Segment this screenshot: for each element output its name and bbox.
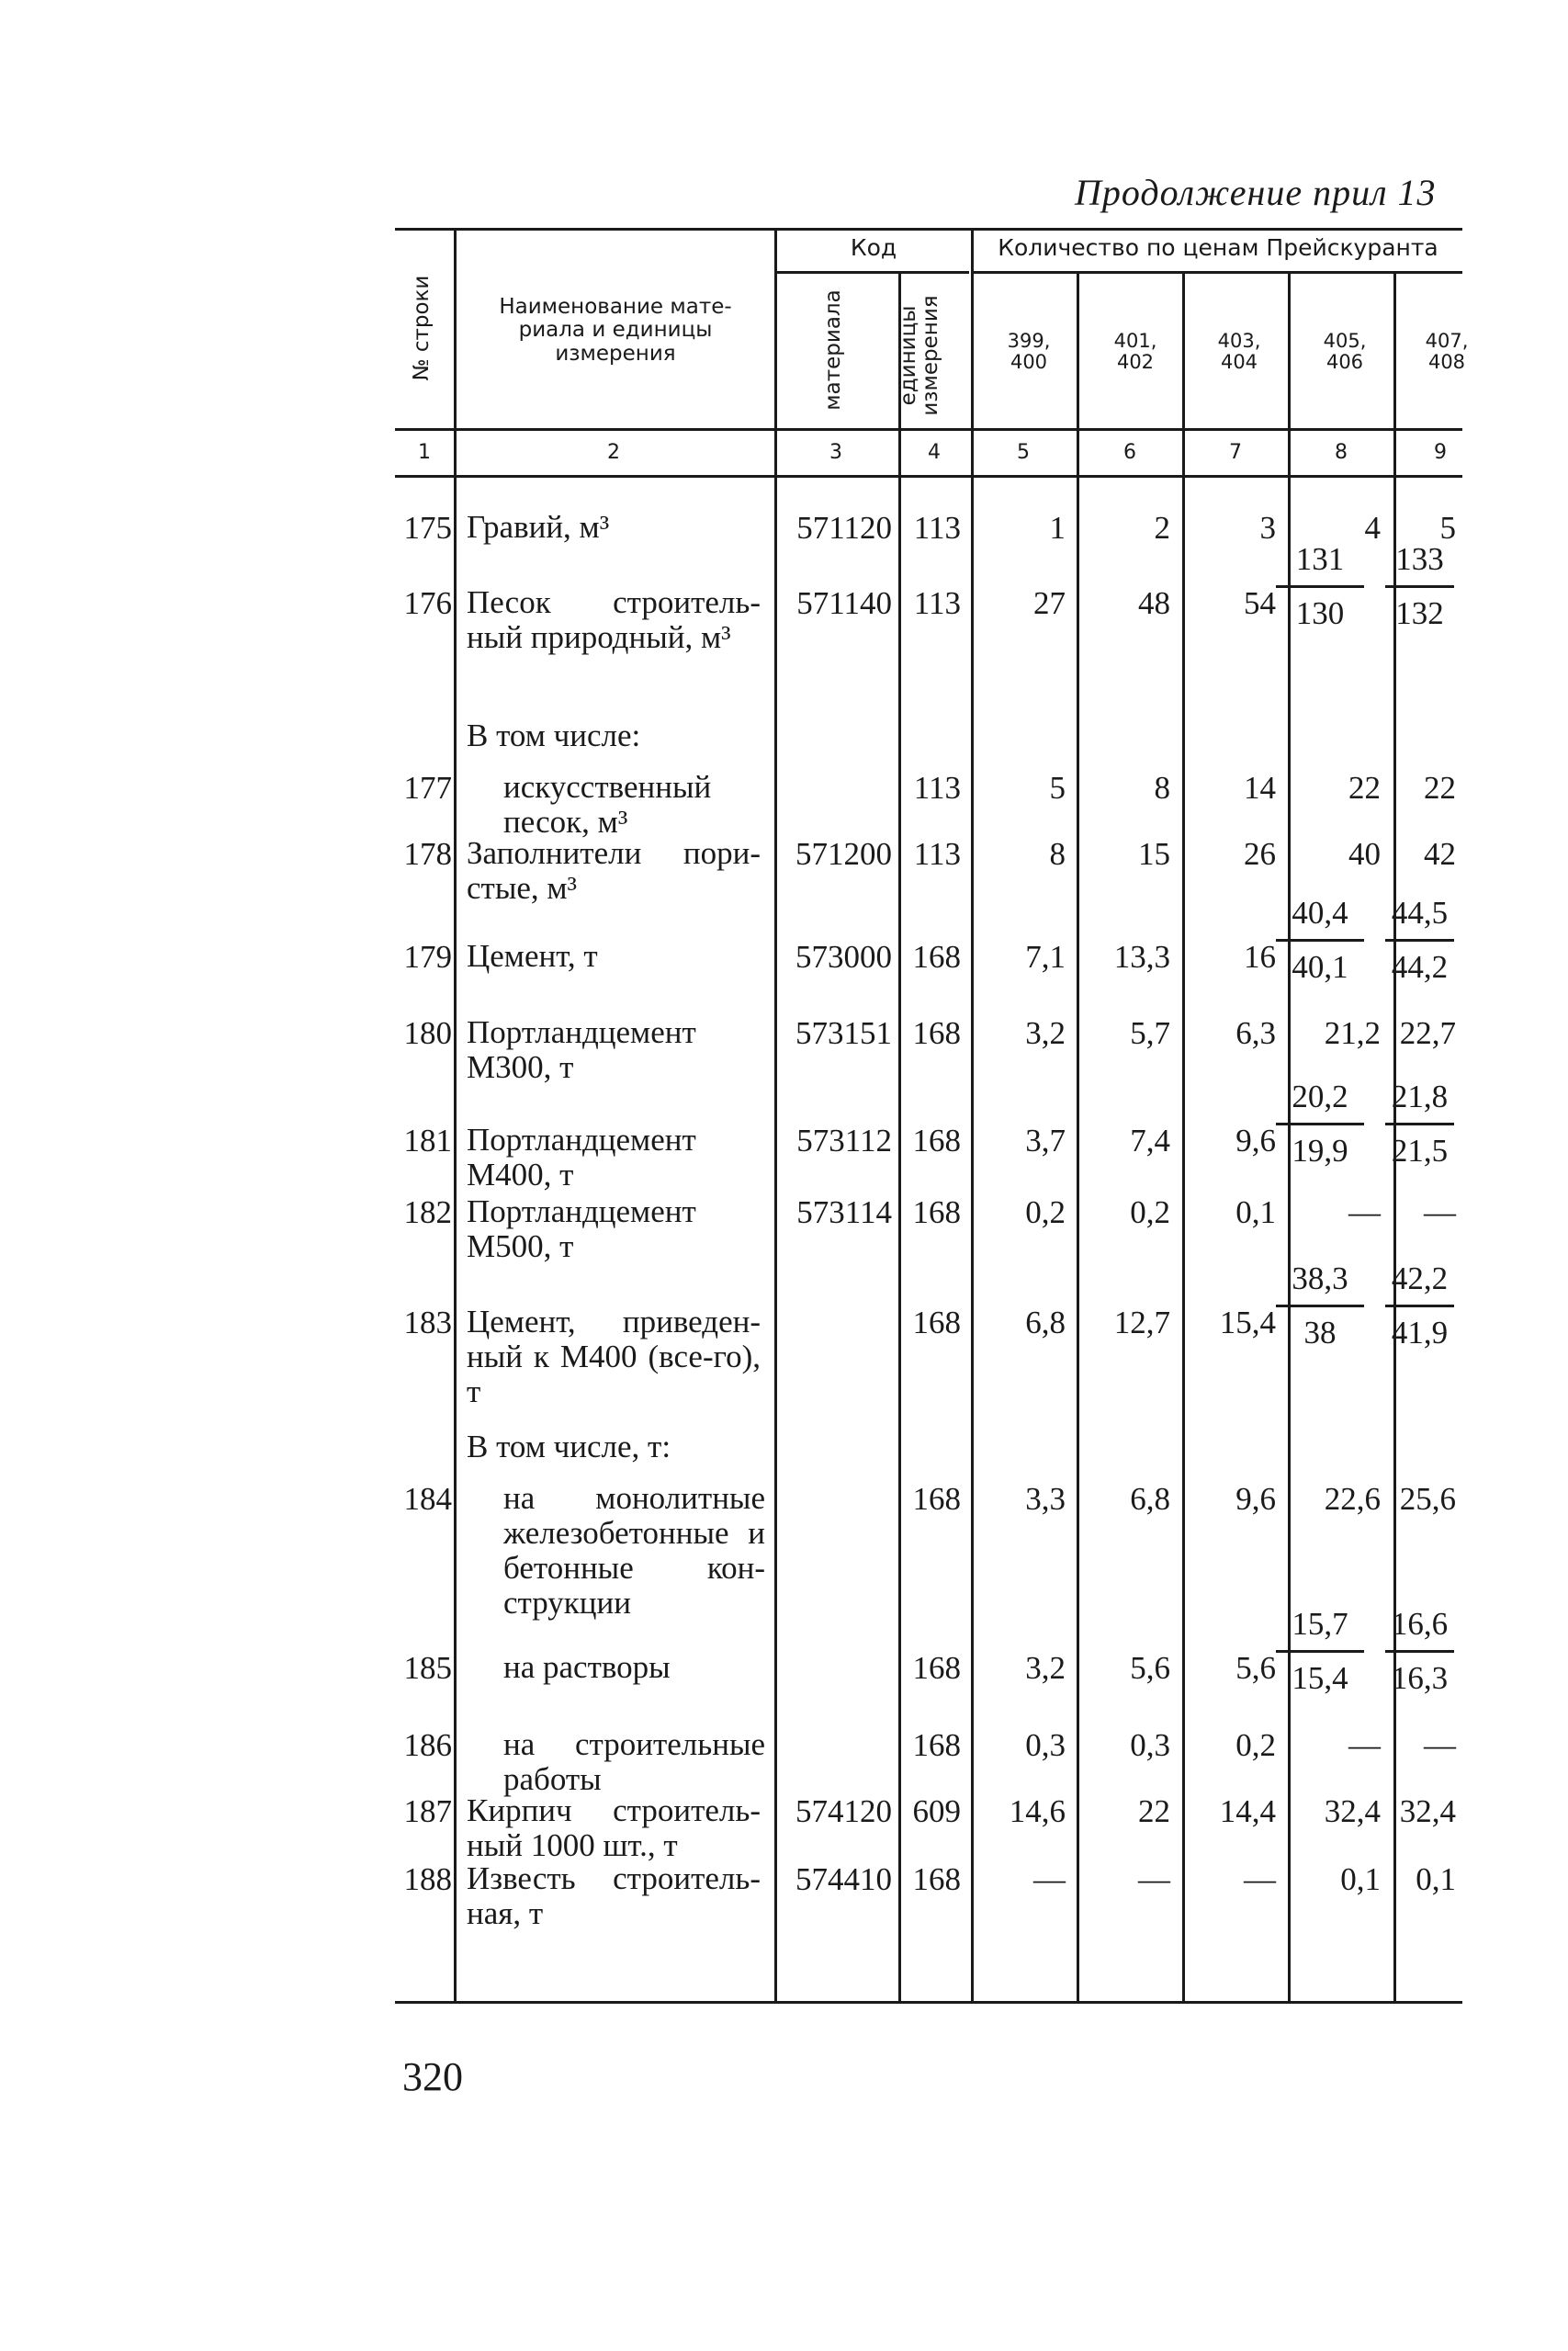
material-code: 571120 — [796, 510, 892, 546]
material-code: 574120 — [795, 1793, 892, 1829]
row-number: 179 — [403, 939, 452, 975]
quantity-value: 0,2 — [1235, 1727, 1276, 1763]
quantity-value: 4 — [1364, 510, 1381, 546]
fraction-numerator: 131 — [1276, 541, 1364, 588]
quantity-value: 22,6 — [1324, 1481, 1381, 1517]
quantity-value: 3 — [1259, 510, 1276, 546]
material-name: Песок строитель-ный природный, м³ — [467, 584, 761, 655]
quantity-value: 1 — [1049, 510, 1066, 546]
unit-code: 168 — [912, 1650, 961, 1686]
quantity-value: 26 — [1244, 836, 1276, 872]
material-name: Цемент, приведен-ный к М400 (все-го), т — [467, 1304, 761, 1409]
fraction-numerator: 133 — [1385, 541, 1454, 588]
quantity-value: 9,6 — [1235, 1481, 1276, 1517]
material-code: 573151 — [795, 1015, 892, 1051]
material-name: на строительные работы — [503, 1726, 765, 1797]
colnum-3: 3 — [829, 441, 842, 464]
material-name: Портландцемент М500, т — [467, 1193, 696, 1264]
material-code: 573000 — [795, 939, 892, 975]
qty-group-rule — [974, 271, 1462, 274]
colnum-bottom-rule — [395, 475, 1462, 478]
quantity-value: 14,4 — [1219, 1793, 1276, 1829]
unit-code: 168 — [912, 1481, 961, 1517]
quantity-value: 0,2 — [1130, 1194, 1170, 1230]
row-number: 186 — [403, 1727, 452, 1763]
quantity-value: — — [1348, 1194, 1381, 1230]
quantity-value: 54 — [1244, 585, 1276, 621]
quantity-value: — — [1348, 1727, 1381, 1763]
row-number: 187 — [403, 1793, 452, 1829]
fraction-numerator: 16,6 — [1385, 1606, 1454, 1653]
unit-code: 113 — [913, 585, 961, 621]
quantity-value: 5,7 — [1130, 1015, 1170, 1051]
header-qty-group: Количество по ценам Прейскуранта — [998, 234, 1438, 261]
fraction-numerator: 38,3 — [1276, 1260, 1364, 1307]
quantity-value: 5 — [1049, 770, 1066, 806]
header-bottom-rule — [395, 428, 1462, 431]
header-price-col-2: 401, 402 — [1113, 330, 1157, 374]
material-name: Гравий, м³ — [467, 509, 610, 545]
quantity-value: 13,3 — [1113, 939, 1170, 975]
colnum-1: 1 — [418, 441, 431, 464]
fraction-value — [1276, 1260, 1364, 1351]
fraction-denominator: 40,1 — [1292, 949, 1348, 985]
code-group-rule — [774, 271, 969, 274]
row-number: 176 — [403, 585, 452, 621]
fraction-denominator: 132 — [1395, 595, 1444, 631]
quantity-value: 14 — [1244, 770, 1276, 806]
quantity-value: 32,4 — [1324, 1793, 1381, 1829]
fraction-value — [1276, 895, 1364, 986]
colnum-2: 2 — [607, 441, 620, 464]
material-name: В том числе, т: — [467, 1429, 671, 1464]
unit-code: 168 — [912, 939, 961, 975]
quantity-value: 22 — [1138, 1793, 1170, 1829]
fraction-denominator: 44,2 — [1391, 949, 1449, 985]
unit-code: 609 — [912, 1793, 961, 1829]
quantity-value: 12,7 — [1113, 1305, 1170, 1340]
fraction-value — [1385, 1079, 1454, 1170]
material-code: 573112 — [796, 1123, 892, 1159]
unit-code: 113 — [913, 836, 961, 872]
row-number: 184 — [403, 1481, 452, 1517]
quantity-value: 22,7 — [1399, 1015, 1456, 1051]
row-number: 185 — [403, 1650, 452, 1686]
colnum-9: 9 — [1434, 441, 1447, 464]
fraction-value — [1276, 1606, 1364, 1697]
quantity-value: 7,1 — [1025, 939, 1066, 975]
fraction-numerator: 20,2 — [1276, 1079, 1364, 1125]
col-divider-1 — [454, 228, 457, 2001]
quantity-value: 0,3 — [1025, 1727, 1066, 1763]
header-code-unit: единицы измерения — [897, 295, 943, 416]
quantity-value: 32,4 — [1399, 1793, 1456, 1829]
quantity-value: 22 — [1348, 770, 1381, 806]
material-name: Портландцемент М400, т — [467, 1122, 696, 1192]
quantity-value: — — [1424, 1727, 1456, 1763]
quantity-value: 21,2 — [1324, 1015, 1381, 1051]
page-caption: Продолжение прил 13 — [1075, 172, 1437, 213]
fraction-denominator: 16,3 — [1391, 1660, 1449, 1696]
quantity-value: 5,6 — [1235, 1650, 1276, 1686]
unit-code: 168 — [912, 1194, 961, 1230]
unit-code: 168 — [912, 1305, 961, 1340]
page-number: 320 — [402, 2054, 463, 2099]
fraction-value — [1276, 541, 1364, 632]
material-name: Портландцемент М300, т — [467, 1014, 696, 1085]
header-row-number: № строки — [410, 275, 434, 381]
unit-code: 168 — [912, 1015, 961, 1051]
quantity-value: 3,7 — [1025, 1123, 1066, 1159]
material-name: искусственный песок, м³ — [503, 769, 712, 840]
header-material-name: Наименование мате-риала и единицы измерения — [499, 295, 732, 366]
quantity-value: 5,6 — [1130, 1650, 1170, 1686]
quantity-value: 0,1 — [1235, 1194, 1276, 1230]
quantity-value: 40 — [1348, 836, 1381, 872]
fraction-denominator: 41,9 — [1391, 1315, 1449, 1351]
fraction-denominator: 21,5 — [1391, 1133, 1449, 1169]
header-price-col-3: 403, 404 — [1217, 330, 1261, 374]
row-number: 181 — [403, 1123, 452, 1159]
fraction-denominator: 38 — [1303, 1315, 1337, 1351]
colnum-8: 8 — [1335, 441, 1348, 464]
fraction-denominator: 130 — [1295, 595, 1345, 631]
quantity-value: 15,4 — [1219, 1305, 1276, 1340]
colnum-6: 6 — [1123, 441, 1136, 464]
material-name: Известь строитель-ная, т — [467, 1860, 761, 1931]
quantity-value: 6,3 — [1235, 1015, 1276, 1051]
fraction-value — [1385, 541, 1454, 632]
quantity-value: 48 — [1138, 585, 1170, 621]
quantity-value: 22 — [1424, 770, 1456, 806]
quantity-value: 3,2 — [1025, 1015, 1066, 1051]
quantity-value: 3,3 — [1025, 1481, 1066, 1517]
quantity-value: 6,8 — [1130, 1481, 1170, 1517]
header-code-group: Код — [850, 234, 897, 261]
row-number: 182 — [403, 1194, 452, 1230]
quantity-value: 9,6 — [1235, 1123, 1276, 1159]
material-name: В том числе: — [467, 718, 641, 753]
quantity-value: 8 — [1154, 770, 1170, 806]
fraction-numerator: 44,5 — [1385, 895, 1454, 942]
material-code: 571200 — [795, 836, 892, 872]
quantity-value: 25,6 — [1399, 1481, 1456, 1517]
unit-code: 168 — [912, 1861, 961, 1897]
table-bottom-rule — [395, 2001, 1462, 2004]
quantity-value: — — [1033, 1861, 1066, 1897]
fraction-value — [1385, 895, 1454, 986]
quantity-value: 0,1 — [1340, 1861, 1381, 1897]
unit-code: 168 — [912, 1727, 961, 1763]
quantity-value: 0,3 — [1130, 1727, 1170, 1763]
quantity-value: 27 — [1033, 585, 1066, 621]
fraction-numerator: 40,4 — [1276, 895, 1364, 942]
header-price-col-4: 405, 406 — [1323, 330, 1367, 374]
fraction-denominator: 15,4 — [1292, 1660, 1348, 1696]
material-code: 573114 — [796, 1194, 892, 1230]
fraction-value — [1385, 1606, 1454, 1697]
row-number: 177 — [403, 770, 452, 806]
fraction-numerator: 42,2 — [1385, 1260, 1454, 1307]
row-number: 183 — [403, 1305, 452, 1340]
material-name: на монолитные железобетонные и бетонные кон-струкции — [503, 1480, 765, 1621]
row-number: 188 — [403, 1861, 452, 1897]
colnum-4: 4 — [928, 441, 941, 464]
material-name: Кирпич строитель-ный 1000 шт., т — [467, 1792, 761, 1863]
quantity-value: — — [1424, 1194, 1456, 1230]
quantity-value: 42 — [1424, 836, 1456, 872]
quantity-value: 7,4 — [1130, 1123, 1170, 1159]
header-price-col-5: 407, 408 — [1425, 330, 1469, 374]
quantity-value: 16 — [1244, 939, 1276, 975]
quantity-value: 0,1 — [1416, 1861, 1456, 1897]
quantity-value: 3,2 — [1025, 1650, 1066, 1686]
material-name: Цемент, т — [467, 938, 598, 974]
fraction-denominator: 19,9 — [1292, 1133, 1348, 1169]
quantity-value: 5 — [1439, 510, 1456, 546]
col-divider-2 — [774, 228, 777, 2001]
material-name: на растворы — [503, 1649, 671, 1685]
material-code: 574410 — [795, 1861, 892, 1897]
unit-code: 113 — [913, 770, 961, 806]
quantity-value: 8 — [1049, 836, 1066, 872]
unit-code: 113 — [913, 510, 961, 546]
colnum-7: 7 — [1229, 441, 1242, 464]
unit-code: 168 — [912, 1123, 961, 1159]
material-name: Заполнители пори-стые, м³ — [467, 835, 761, 906]
quantity-value: 15 — [1138, 836, 1170, 872]
row-number: 180 — [403, 1015, 452, 1051]
row-number: 175 — [403, 510, 452, 546]
fraction-numerator: 21,8 — [1385, 1079, 1454, 1125]
material-code: 571140 — [796, 585, 892, 621]
quantity-value: 0,2 — [1025, 1194, 1066, 1230]
row-number: 178 — [403, 836, 452, 872]
fraction-numerator: 15,7 — [1276, 1606, 1364, 1653]
fraction-value — [1276, 1079, 1364, 1170]
colnum-5: 5 — [1017, 441, 1030, 464]
quantity-value: 14,6 — [1009, 1793, 1066, 1829]
header-code-material: материала — [821, 289, 845, 411]
quantity-value: 6,8 — [1025, 1305, 1066, 1340]
quantity-value: 2 — [1154, 510, 1170, 546]
quantity-value: — — [1244, 1861, 1276, 1897]
quantity-value: — — [1138, 1861, 1170, 1897]
header-price-col-1: 399, 400 — [1007, 330, 1051, 374]
table-top-rule — [395, 228, 1462, 231]
fraction-value — [1385, 1260, 1454, 1351]
